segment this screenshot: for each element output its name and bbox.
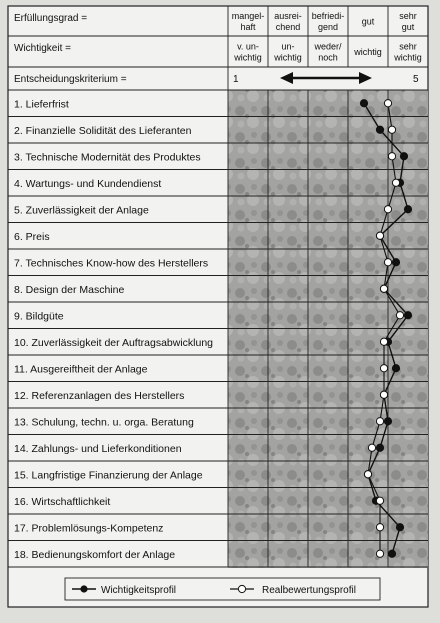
- importance-profile-point: [376, 444, 383, 451]
- rating-profile-point: [388, 153, 395, 160]
- fulfillment-level-label: chend: [275, 22, 301, 32]
- scale-max-label: 5: [413, 74, 419, 85]
- fulfillment-level-label: befriedi-: [311, 11, 345, 21]
- importance-profile-point: [404, 206, 411, 213]
- criterion-label: 12. Referenzanlagen des Herstellers: [14, 389, 185, 402]
- fulfillment-level-label: ausrei-: [274, 11, 302, 21]
- fulfillment-level-label: sehr: [399, 11, 417, 21]
- importance-profile-point: [384, 418, 391, 425]
- criterion-label: 16. Wirtschaftlichkeit: [14, 495, 111, 508]
- fulfillment-level-label: gut: [401, 22, 415, 32]
- rating-profile-point: [376, 232, 383, 239]
- scale-min-label: 1: [233, 74, 239, 85]
- fulfillment-level-label: gut: [361, 16, 375, 27]
- importance-level-label: wichtig: [354, 47, 382, 57]
- legend: [65, 578, 380, 600]
- criterion-label: 6. Preis: [14, 230, 50, 243]
- criterion-label: 18. Bedienungskomfort der Anlage: [14, 548, 176, 561]
- rating-profile-point: [376, 524, 383, 531]
- criterion-label: 14. Zahlungs- und Lieferkonditionen: [14, 442, 182, 455]
- fulfillment-level-label: gend: [317, 22, 339, 32]
- rating-profile-point: [388, 126, 395, 133]
- importance-profile-point: [392, 365, 399, 372]
- criterion-label: 17. Problemlösungs-Kompetenz: [14, 522, 164, 535]
- legend-importance-marker: [80, 585, 87, 592]
- legend-importance-label: Wichtigkeitsprofil: [101, 585, 177, 596]
- fulfillment-level-label: mangel-: [231, 11, 265, 21]
- rating-profile-point: [376, 550, 383, 557]
- fulfillment-level-label: haft: [240, 22, 256, 32]
- criterion-label: 7. Technisches Know-how des Herstellers: [14, 257, 209, 270]
- rating-profile-point: [396, 312, 403, 319]
- criterion-label: Entscheidungskriterium =: [14, 74, 127, 85]
- importance-level-label: v. un-: [237, 41, 259, 52]
- importance-profile-point: [400, 153, 407, 160]
- importance-level-label: weder/: [314, 41, 342, 52]
- importance-profile-point: [396, 524, 403, 531]
- rating-profile-point: [380, 365, 387, 372]
- importance-label: Wichtigkeit =: [14, 43, 71, 54]
- rating-profile-point: [384, 100, 391, 107]
- criterion-label: 4. Wartungs- und Kundendienst: [14, 177, 162, 190]
- importance-level-label: wichtig: [394, 52, 422, 63]
- fulfillment-label: Erfüllungsgrad =: [14, 13, 88, 24]
- criterion-label: 5. Zuverlässigkeit der Anlage: [14, 204, 149, 217]
- rating-profile-point: [380, 391, 387, 398]
- importance-profile-point: [388, 550, 395, 557]
- rating-profile-point: [364, 471, 371, 478]
- criterion-label: 10. Zuverlässigkeit der Auftragsabwicklung: [14, 336, 214, 349]
- criterion-label: 15. Langfristige Finanzierung der Anlage: [14, 469, 203, 482]
- criterion-label: 11. Ausgereiftheit der Anlage: [14, 363, 148, 376]
- rating-profile-point: [392, 179, 399, 186]
- importance-level-label: un-: [281, 41, 295, 52]
- criterion-label: 9. Bildgüte: [14, 310, 64, 323]
- importance-profile-point: [404, 312, 411, 319]
- criterion-label: 3. Technische Modernität des Produktes: [14, 151, 201, 164]
- importance-level-label: noch: [318, 52, 338, 63]
- criterion-label: 2. Finanzielle Solidität des Lieferanten: [14, 124, 192, 137]
- rating-profile-point: [380, 338, 387, 345]
- importance-profile-point: [376, 126, 383, 133]
- rating-profile-point: [384, 206, 391, 213]
- rating-profile-point: [376, 497, 383, 504]
- rating-profile-point: [368, 444, 375, 451]
- importance-level-label: wichtig: [234, 52, 262, 63]
- legend-rating-label: Realbewertungsprofil: [262, 585, 356, 596]
- rating-profile-point: [380, 285, 387, 292]
- legend-rating-marker: [238, 585, 245, 592]
- importance-profile-point: [360, 100, 367, 107]
- rating-profile-point: [376, 418, 383, 425]
- criterion-label: 13. Schulung, techn. u. orga. Beratung: [14, 416, 194, 429]
- criterion-label: 8. Design der Maschine: [14, 283, 125, 296]
- criterion-label: 1. Lieferfrist: [14, 98, 69, 111]
- importance-profile-point: [392, 259, 399, 266]
- importance-level-label: wichtig: [274, 52, 302, 63]
- importance-level-label: sehr: [399, 41, 417, 52]
- rating-profile-point: [384, 259, 391, 266]
